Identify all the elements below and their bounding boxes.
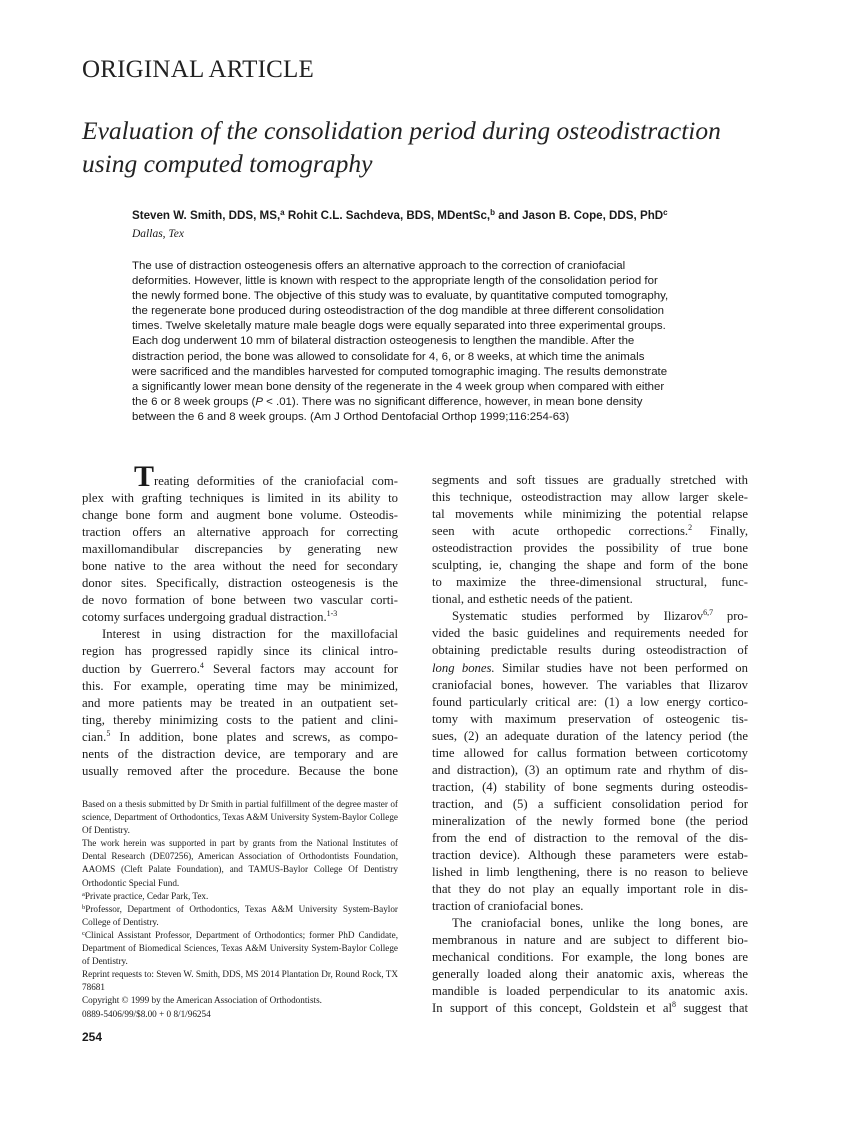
body-line: obtaining predictable results during osteodistraction of	[432, 643, 748, 658]
abstract-line: Each dog underwent 10 mm of bilateral distraction osteogenesis to lengthen the mandible. After the	[132, 335, 635, 348]
abstract-line: a significantly lower mean bone density of the regenerate in the 4 week group when compared with either	[132, 380, 665, 393]
body-line: mandible is loaded perpendicular to its anatomic axis.	[432, 984, 748, 999]
body-column-right	[432, 472, 748, 1018]
text: Similar studies have not been performed on	[494, 660, 748, 675]
body-line: region has progressed rapidly since its clinical intro-	[82, 644, 398, 659]
abstract	[132, 259, 744, 425]
text: Several factors may account for	[203, 661, 398, 676]
citation-ref: 4	[199, 660, 204, 670]
emphasis: long bones.	[432, 660, 495, 675]
body-line: that they do not play an equally important role in dis-	[432, 882, 748, 897]
title-line-2: using computed tomography	[82, 149, 373, 178]
body-line: and distraction), (3) an optimum rate and rhythm of dis-	[432, 762, 748, 777]
author-list	[132, 209, 772, 222]
text: pro-	[713, 609, 748, 624]
author-cope: and Jason B. Cope, DDS, PhD	[495, 209, 664, 222]
body-line: vided the basic guidelines and requirements needed for	[432, 626, 748, 641]
text: Clinical Assistant Professor, Department of Orthodontics; former PhD Candidate, Department of Biomedical Sciences, Texas A&M University System-Baylor College of Dentistry.	[82, 929, 398, 967]
text: In addition, bone plates and screws, as compo-	[110, 729, 398, 744]
body-column-left	[82, 460, 398, 780]
body-line: sues, (2) an adequate duration of the latency period (the	[432, 728, 748, 743]
text: < .01). There was no significant difference, however, in mean bone density	[262, 395, 643, 408]
title-line-1: Evaluation of the consolidation period during osteodistraction	[82, 116, 721, 145]
body-line: tional, and esthetic needs of the patient.	[432, 592, 633, 607]
section-label: ORIGINAL ARTICLE	[82, 56, 314, 83]
body-line: membranous in nature and are subject to different bio-	[432, 933, 748, 948]
footnote-affiliation-a	[82, 890, 398, 903]
body-line: ting, thereby minimizing costs to the patient and clini-	[82, 712, 398, 727]
text: cotomy surfaces undergoing gradual distraction.	[82, 610, 327, 625]
body-line	[432, 523, 748, 540]
body-line: tal movements while minimizing the potential relapse	[432, 507, 748, 522]
affiliation-mark: c	[82, 929, 85, 937]
article-title	[82, 114, 782, 180]
text: the 6 or 8 week groups (	[132, 395, 256, 408]
citation-ref: 2	[688, 523, 693, 533]
abstract-line: The use of distraction osteogenesis offers an alternative approach to the correction of craniofacial	[132, 260, 626, 272]
text: duction by Guerrero.	[82, 661, 200, 676]
body-line: traction offers an alternative approach for correcting	[82, 525, 398, 540]
body-line: this. For example, operating time may be minimized,	[82, 678, 398, 693]
body-line: de novo formation of bone between two vascular corti-	[82, 593, 398, 608]
text: Systematic studies performed by Ilizarov	[452, 609, 704, 624]
text: suggest that	[676, 1001, 748, 1016]
body-line: maxillomandibular discrepancies by generating new	[82, 542, 398, 557]
body-line: traction device). Although these parameters were estab-	[432, 848, 748, 863]
body-line: tomy with maximum preservation of osteogenic tis-	[432, 711, 748, 726]
body-line: traction, (4) stability of bone segments during osteodis-	[432, 779, 748, 794]
footnotes	[82, 798, 398, 1021]
text: cian.	[82, 729, 107, 744]
author-location: Dallas, Tex	[132, 228, 184, 240]
footnote-support: The work herein was supported in part by grants from the National Institutes of Dental Research (DE07256), American Association of Orthodontists Foundation, AAOMS (Cleft Palate Foundation), and TAMUS-Baylor College Of Dentistry Orthodontic Special Fund.	[82, 838, 398, 888]
body-line: found particularly critical are: (1) a low energy cortico-	[432, 694, 748, 709]
text: reating deformities of the craniofacial com-	[154, 474, 398, 488]
abstract-line	[132, 395, 744, 410]
abstract-line: the newly formed bone. The objective of this study was to evaluate, by quantitative computed tomography,	[132, 290, 669, 303]
affiliation-mark: c	[663, 208, 668, 217]
body-line: plex with grafting techniques is limited in its ability to	[82, 491, 398, 506]
body-line: donor sites. Specifically, distraction osteogenesis is the	[82, 576, 398, 591]
affiliation-mark: b	[82, 903, 86, 911]
body-line	[432, 1000, 748, 1017]
text: Professor, Department of Orthodontics, Texas A&M University System-Baylor College of Dentistry.	[82, 903, 398, 927]
body-line: from the end of distraction to the removal of the dis-	[432, 830, 748, 845]
footnote-thesis: Based on a thesis submitted by Dr Smith in partial fulfillment of the degree master of science, Department of Orthodontics, Texas A&M University System-Baylor College Of Dentistry.	[82, 799, 398, 836]
abstract-line: times. Twelve skeletally mature male beagle dogs were equally separated into three experimental groups.	[132, 320, 666, 333]
text: In support of this concept, Goldstein et al	[432, 1001, 672, 1016]
body-line: craniofacial bones, however. The variables that Ilizarov	[432, 677, 748, 692]
citation-ref: 8	[672, 1000, 676, 1010]
affiliation-mark: b	[490, 208, 496, 217]
body-line: traction of craniofacial bones.	[432, 899, 584, 914]
body-line: and more patients may be treated in an outpatient set-	[82, 695, 398, 710]
footnote-copyright: Copyright © 1999 by the American Association of Orthodontists.	[82, 995, 322, 1006]
footnote-affiliation-c	[82, 929, 398, 968]
text: Finally,	[692, 524, 748, 539]
body-line: osteodistraction provides the possibility of true bone	[432, 541, 748, 556]
body-line: bone native to the area without the need for secondary	[82, 559, 398, 574]
body-line: traction, and (5) a sufficient consolidation period for	[432, 796, 748, 811]
citation-ref: 5	[106, 728, 111, 738]
text: seen with acute orthopedic corrections.	[432, 524, 689, 539]
body-line	[82, 609, 398, 626]
affiliation-mark: a	[280, 208, 285, 217]
body-line	[82, 460, 398, 493]
footnote-reprint: Reprint requests to: Steven W. Smith, DDS, MS 2014 Plantation Dr, Round Rock, TX 78681	[82, 969, 398, 993]
body-line: sculpting, ie, changing the shape and form of the bone	[432, 558, 748, 573]
page-number: 254	[82, 1030, 103, 1044]
author-smith: Steven W. Smith, DDS, MS,	[132, 209, 281, 222]
body-line: nents of the distraction device, are temporary and are	[82, 746, 398, 761]
drop-cap: T	[134, 460, 155, 493]
text: Private practice, Cedar Park, Tex.	[84, 890, 209, 901]
citation-ref: 6,7	[703, 608, 714, 618]
body-line: Interest in using distraction for the maxillofacial	[102, 627, 398, 642]
abstract-line: distraction period, the bone was allowed to consolidate for 4, 6, or 8 weeks, at which time the animals	[132, 350, 645, 363]
body-line: change bone form and augment bone volume. Osteodis-	[82, 508, 398, 523]
citation-ref: 1-3	[326, 609, 338, 619]
body-line	[82, 729, 398, 746]
body-line: lished in limb lengthening, there is no reason to believe	[432, 865, 748, 880]
body-line: mechanical conditions. For example, the long bones are	[432, 950, 748, 965]
affiliation-mark: a	[82, 890, 85, 898]
p-value-symbol: P	[255, 395, 263, 408]
abstract-line: the regenerate bone produced during osteodistraction of the dog mandible at three different consolidation	[132, 305, 664, 318]
body-line: generally loaded along their anatomic axis, whereas the	[432, 967, 748, 982]
body-line: to maximize the three-dimensional structural, func-	[432, 575, 748, 590]
body-line: this technique, osteodistraction may allow larger skele-	[432, 490, 748, 505]
author-sachdeva: Rohit C.L. Sachdeva, BDS, MDentSc,	[284, 209, 491, 222]
body-line: The craniofacial bones, unlike the long bones, are	[452, 916, 748, 931]
abstract-line: deformities. However, little is known with respect to the appropriate length of the consolidation period for	[132, 275, 658, 288]
abstract-line: were sacrificed and the mandibles harvested for computed tomographic imaging. The results demonstrate	[132, 365, 668, 378]
body-line: segments and soft tissues are gradually stretched with	[432, 473, 748, 487]
footnote-affiliation-b	[82, 903, 398, 929]
body-line	[432, 608, 748, 625]
body-line: usually removed after the procedure. Because the bone	[82, 763, 398, 778]
footnote-identifier: 0889-5406/99/$8.00 + 0 8/1/96254	[82, 1008, 211, 1019]
abstract-citation-line: between the 6 and 8 week groups. (Am J Orthod Dentofacial Orthop 1999;116:254-63)	[132, 410, 570, 423]
body-line: mineralization of the newly formed bone (the period	[432, 813, 748, 828]
body-line	[82, 661, 398, 678]
body-line	[432, 660, 748, 677]
body-line: time allowed for callus formation between corticotomy	[432, 745, 748, 760]
